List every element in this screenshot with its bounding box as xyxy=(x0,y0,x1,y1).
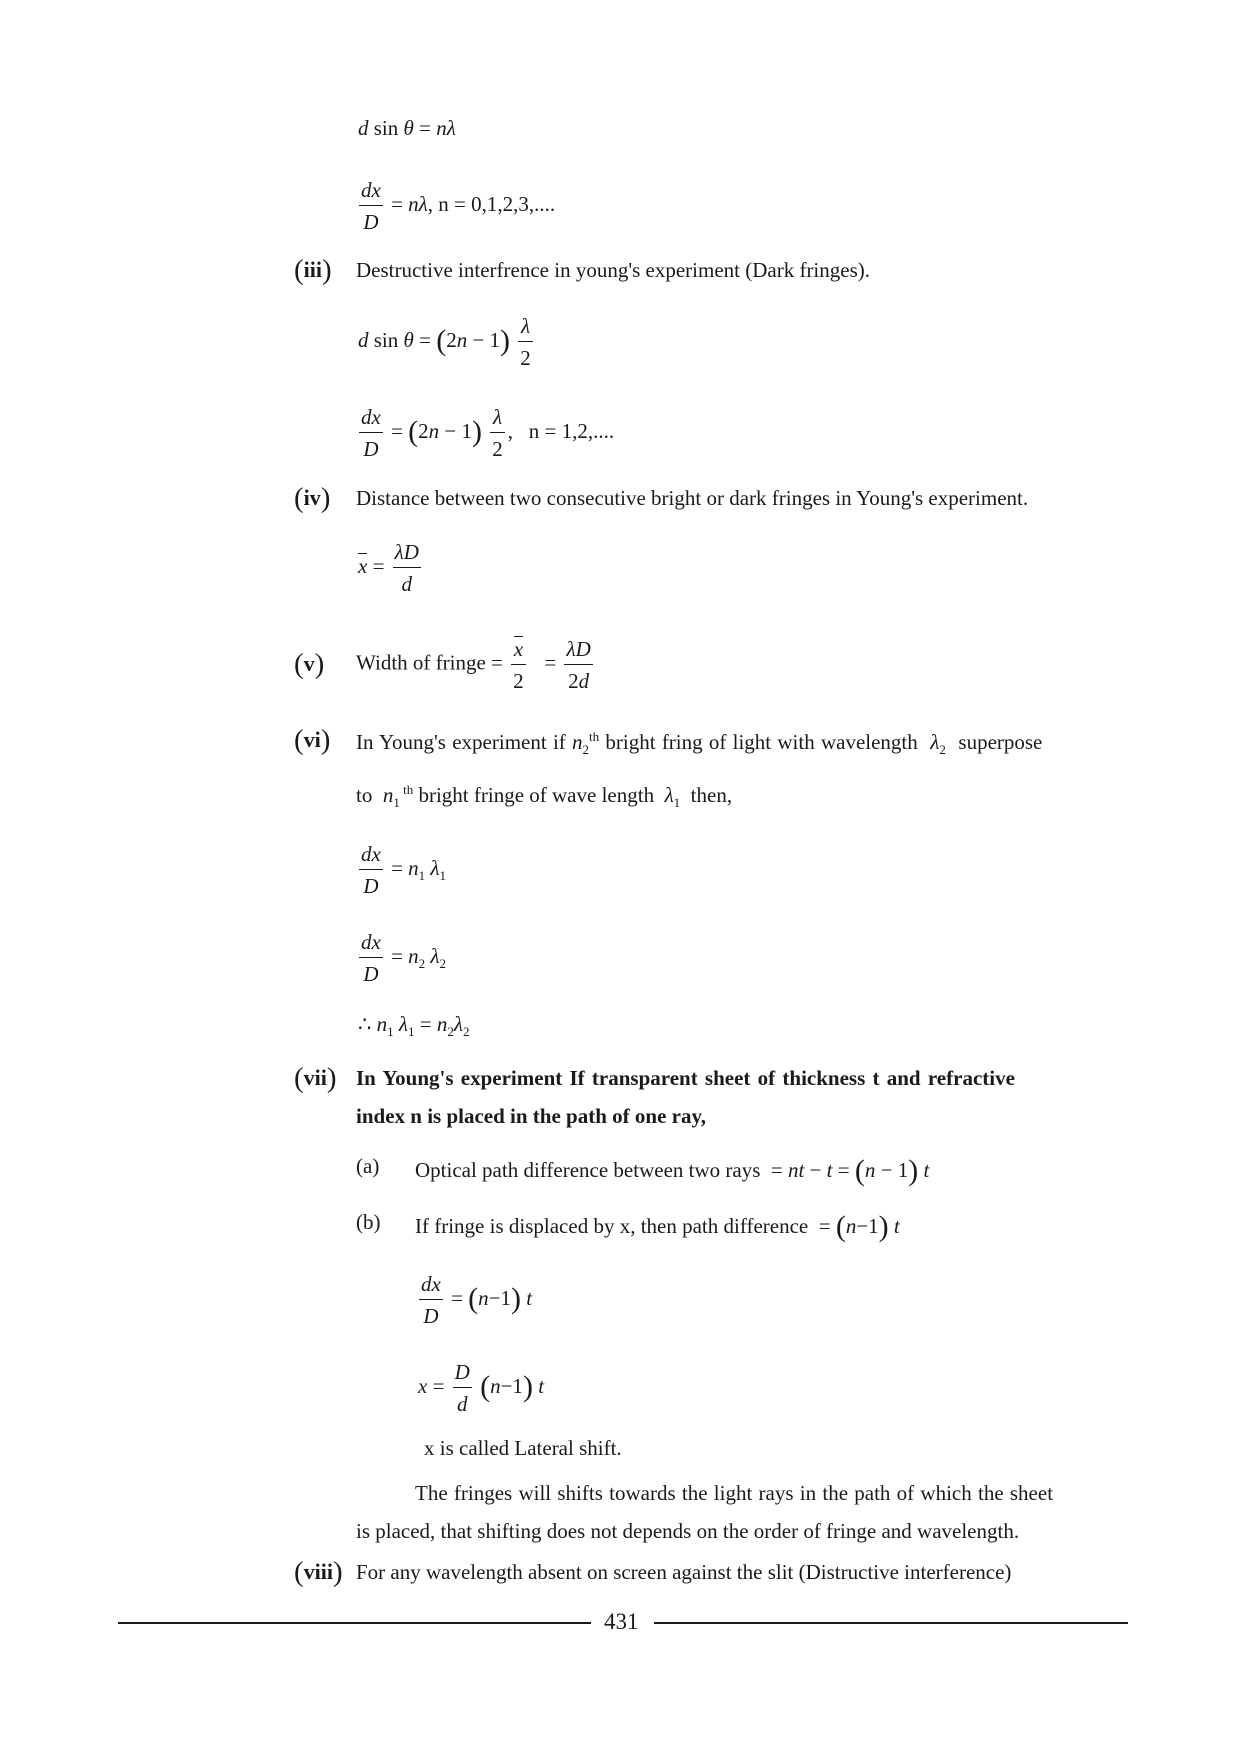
equation-bright-condition: d sin θ = nλ xyxy=(358,116,456,140)
sub-item-text-a: Optical path difference between two rays = nt − t = (n − 1) t xyxy=(415,1154,930,1187)
equation-dark-dx: $\frac{dx}{D}$ = (2n − 1) $\frac{\lambda}{2}$ , n = 1,2,.... xyxy=(361,405,615,462)
footer-rule-right xyxy=(654,1622,1128,1624)
item-text-iii: Destructive interfrence in young's experiment (Dark fringes). xyxy=(356,258,871,282)
item-label-iii: (iii) xyxy=(294,254,332,286)
equation-lateral-shift: x = $\frac{D}{d}$ (n−1) t xyxy=(418,1360,545,1417)
item-label-vi: (vi) xyxy=(294,724,331,756)
sub-item-text-b: If fringe is displaced by x, then path difference = (n−1) t xyxy=(415,1210,900,1243)
item-text-iv: Distance between two consecutive bright or dark fringes in Young's experiment. xyxy=(356,486,1029,510)
equation-dark-condition: d sin θ = (2n − 1) $\frac{\lambda}{2}$ xyxy=(358,314,531,371)
sub-item-label-a: (a) xyxy=(356,1154,380,1178)
item-text-v: Width of fringe = $\frac{x}{2}$ = $\frac{\lambda D}{2d}$ xyxy=(356,636,591,694)
equation-displacement: $\frac{dx}{D}$ = (n−1) t xyxy=(421,1272,533,1329)
item-text-vii-line1: In Young's experiment If transparent sheet of thickness t and refractive xyxy=(356,1066,1015,1090)
paragraph-line1: The fringes will shifts towards the light rays in the path of which the sheet xyxy=(415,1481,1054,1505)
page-number: 431 xyxy=(604,1609,639,1634)
item-text-vi-line2: to $n_1$ $^{th}$ bright fringe of wave length $\lambda_1$ then, xyxy=(356,782,733,811)
n-values-bright: n = 0,1,2,3,.... xyxy=(438,191,556,216)
item-label-vii: (vii) xyxy=(294,1062,337,1094)
equation-n1-lambda1: $\frac{dx}{D}$ = $n_1$ $\lambda_1$ xyxy=(361,842,447,899)
paragraph-line2: is placed, that shifting does not depends on the order of fringe and wavelength. xyxy=(356,1519,1020,1543)
item-text-vii-line2: index n is placed in the path of one ray, xyxy=(356,1104,707,1128)
equation-fringe-distance: x = $\frac{\lambda D}{d}$ xyxy=(358,540,419,597)
equation-bright-dx: $\frac{dx}{D}$ = nλ, n = 0,1,2,3,.... xyxy=(361,178,556,235)
item-label-viii: (viii) xyxy=(294,1556,343,1588)
footer-rule-left xyxy=(118,1622,591,1624)
item-text-vi-line1: In Young's experiment if $n_2^{th}$ bright fring of light with wavelength $\lambda_2$ superpose xyxy=(356,729,1043,758)
sub-item-label-b: (b) xyxy=(356,1210,381,1234)
item-text-viii: For any wavelength absent on screen against the slit (Distructive interference) xyxy=(356,1560,1012,1584)
item-label-v: (v) xyxy=(294,648,325,680)
lateral-shift-note: x is called Lateral shift. xyxy=(424,1436,622,1460)
n-values-dark: n = 1,2,.... xyxy=(528,418,615,443)
equation-therefore: ∴ $n_1$ $\lambda_1 = n_2\lambda_2$ xyxy=(358,1012,470,1040)
equation-n2-lambda2: $\frac{dx}{D}$ = $n_2$ $\lambda_2$ xyxy=(361,930,447,987)
item-label-iv: (iv) xyxy=(294,482,331,514)
